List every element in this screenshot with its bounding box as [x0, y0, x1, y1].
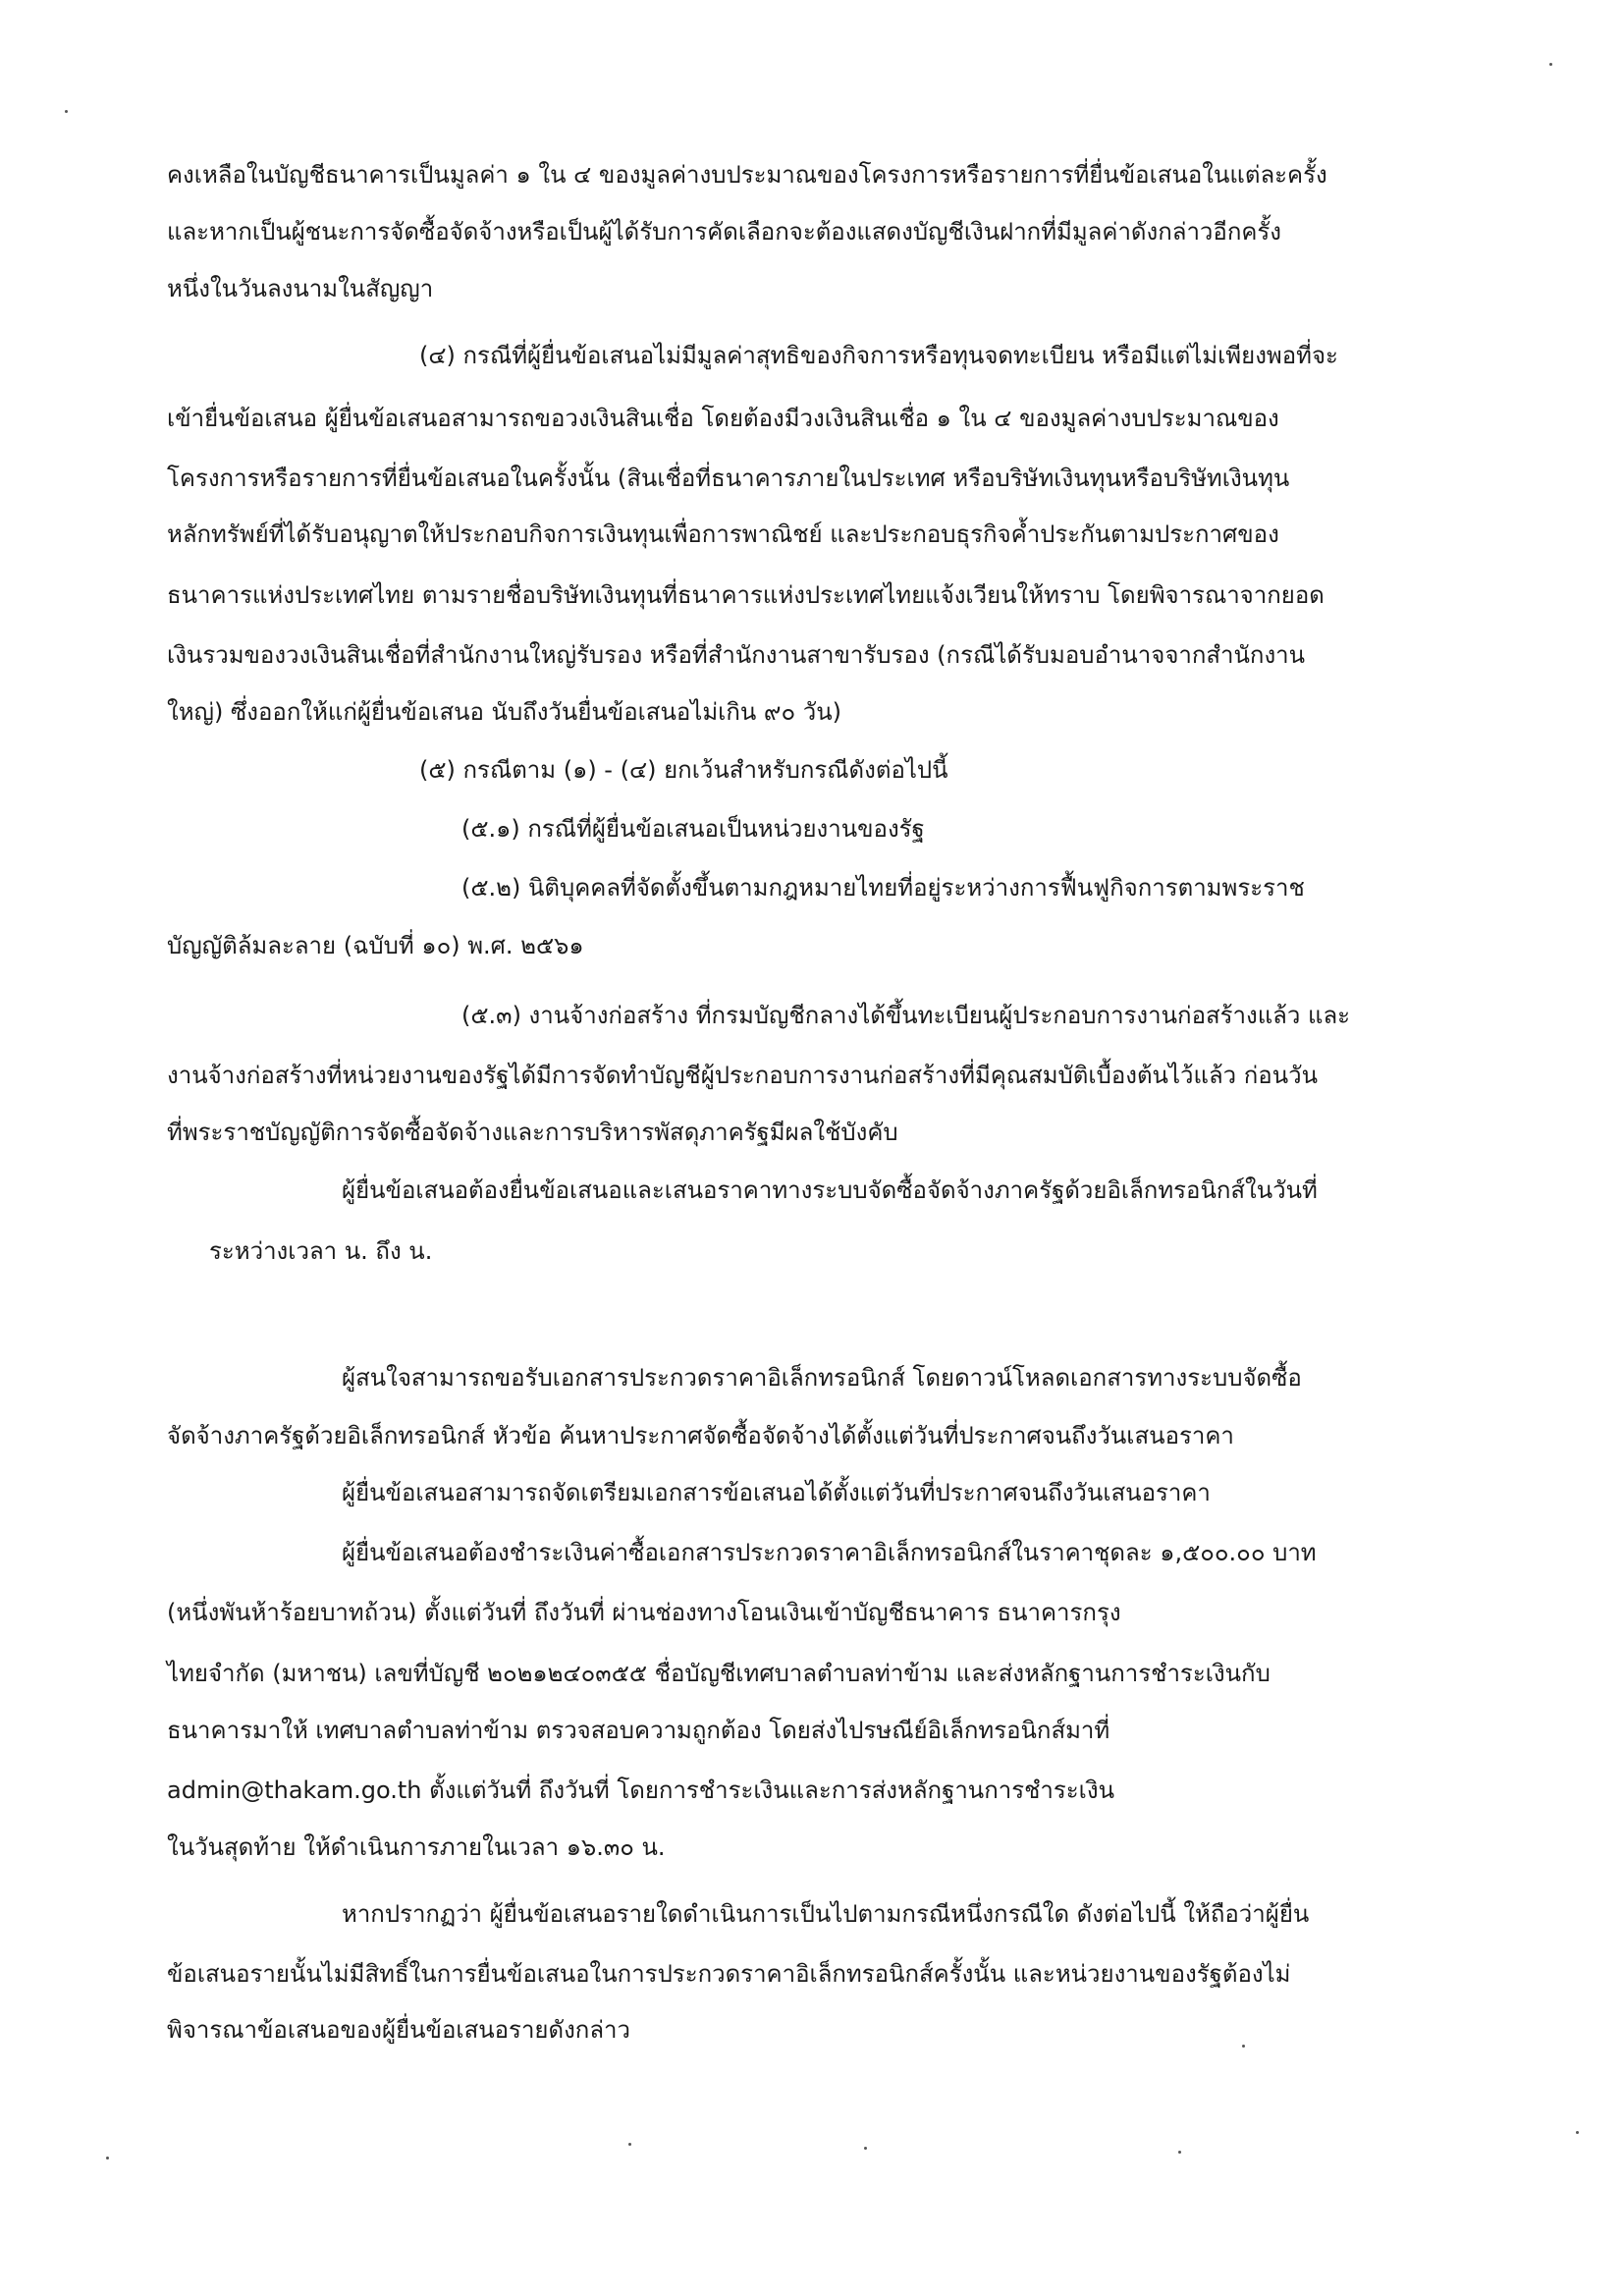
scan-speck	[1576, 2131, 1579, 2134]
text-line: ข้อเสนอรายนั้นไม่มีสิทธิ์ในการยื่นข้อเสนอในการประกวดราคาอิเล็กทรอนิกส์ครั้งนั้น และหน่วยงานของรัฐต้องไม่	[167, 1960, 1291, 1988]
text-line: พิจารณาข้อเสนอของผู้ยื่นข้อเสนอรายดังกล่าว	[167, 2016, 630, 2044]
scan-speck	[65, 110, 68, 113]
text-line: เงินรวมของวงเงินสินเชื่อที่สำนักงานใหญ่รับรอง หรือที่สำนักงานสาขารับรอง (กรณีได้รับมอบอำนาจจากสำนักงาน	[167, 641, 1306, 669]
text-line: หากปรากฏว่า ผู้ยื่นข้อเสนอรายใดดำเนินการเป็นไปตามกรณีหนึ่งกรณีใด ดังต่อไปนี้ ให้ถือว่าผู้ยื่น	[342, 1900, 1310, 1928]
text-line: ธนาคารมาให้ เทศบาลตำบลท่าข้าม ตรวจสอบความถูกต้อง โดยส่งไปรษณีย์อิเล็กทรอนิกส์มาที่	[167, 1717, 1110, 1744]
text-line: หลักทรัพย์ที่ได้รับอนุญาตให้ประกอบกิจการเงินทุนเพื่อการพาณิชย์ และประกอบธุรกิจค้ำประกันตามประกาศของ	[167, 520, 1279, 548]
text-line: admin@thakam.go.th ตั้งแต่วันที่ ถึงวันที่ โดยการชำระเงินและการส่งหลักฐานการชำระเงิน	[167, 1777, 1114, 1804]
text-line: (๕.๑) กรณีที่ผู้ยื่นข้อเสนอเป็นหน่วยงานของรัฐ	[461, 815, 925, 843]
text-line: จัดจ้างภาครัฐด้วยอิเล็กทรอนิกส์ หัวข้อ ค้นหาประกาศจัดซื้อจัดจ้างได้ตั้งแต่วันที่ประกาศจนถึงวันเสนอราคา	[167, 1422, 1234, 1449]
text-line: ผู้ยื่นข้อเสนอต้องยื่นข้อเสนอและเสนอราคาทางระบบจัดซื้อจัดจ้างภาครัฐด้วยอิเล็กทรอนิกส์ในวันที่	[342, 1176, 1318, 1204]
text-line: คงเหลือในบัญชีธนาคารเป็นมูลค่า ๑ ใน ๔ ของมูลค่างบประมาณของโครงการหรือรายการที่ยื่นข้อเสนอในแต่ละครั้ง	[167, 161, 1327, 189]
text-line: ในวันสุดท้าย ให้ดำเนินการภายในเวลา ๑๖.๓๐ น.	[167, 1833, 666, 1861]
text-line: (๕.๓) งานจ้างก่อสร้าง ที่กรมบัญชีกลางได้ขึ้นทะเบียนผู้ประกอบการงานก่อสร้างแล้ว และ	[461, 1002, 1351, 1029]
scan-speck	[1178, 2151, 1181, 2154]
text-line: บัญญัติล้มละลาย (ฉบับที่ ๑๐) พ.ศ. ๒๕๖๑	[167, 932, 584, 959]
scan-speck	[864, 2147, 867, 2150]
text-line: (๕.๒) นิติบุคคลที่จัดตั้งขึ้นตามกฎหมายไทยที่อยู่ระหว่างการฟื้นฟูกิจการตามพระราช	[461, 874, 1305, 902]
text-line: ผู้ยื่นข้อเสนอสามารถจัดเตรียมเอกสารข้อเสนอได้ตั้งแต่วันที่ประกาศจนถึงวันเสนอราคา	[342, 1479, 1211, 1506]
text-line: เข้ายื่นข้อเสนอ ผู้ยื่นข้อเสนอสามารถขอวงเงินสินเชื่อ โดยต้องมีวงเงินสินเชื่อ ๑ ใน ๔ ของมูลค่างบประมาณของ	[167, 405, 1279, 432]
text-line: ใหญ่) ซึ่งออกให้แก่ผู้ยื่นข้อเสนอ นับถึงวันยื่นข้อเสนอไม่เกิน ๙๐ วัน)	[167, 698, 842, 726]
text-line: และหากเป็นผู้ชนะการจัดซื้อจัดจ้างหรือเป็นผู้ได้รับการคัดเลือกจะต้องแสดงบัญชีเงินฝากที่มีมูลค่าดังกล่าวอีกครั้ง	[167, 218, 1282, 246]
text-line: ผู้สนใจสามารถขอรับเอกสารประกวดราคาอิเล็กทรอนิกส์ โดยดาวน์โหลดเอกสารทางระบบจัดซื้อ	[342, 1364, 1302, 1392]
text-line: ธนาคารแห่งประเทศไทย ตามรายชื่อบริษัทเงินทุนที่ธนาคารแห่งประเทศไทยแจ้งเวียนให้ทราบ โดยพิจารณาจากยอด	[167, 581, 1325, 609]
text-line: ผู้ยื่นข้อเสนอต้องชำระเงินค่าซื้อเอกสารประกวดราคาอิเล็กทรอนิกส์ในราคาชุดละ ๑,๕๐๐.๐๐ บาท	[342, 1539, 1317, 1566]
scan-speck	[628, 2143, 631, 2146]
text-line: ระหว่างเวลา น. ถึง น.	[209, 1237, 433, 1265]
text-line: (หนึ่งพันห้าร้อยบาทถ้วน) ตั้งแต่วันที่ ถึงวันที่ ผ่านช่องทางโอนเงินเข้าบัญชีธนาคาร ธนาคารกรุง	[167, 1599, 1121, 1626]
scan-speck	[106, 2157, 109, 2159]
text-line: ที่พระราชบัญญัติการจัดซื้อจัดจ้างและการบริหารพัสดุภาครัฐมีผลใช้บังคับ	[167, 1119, 898, 1146]
text-line: โครงการหรือรายการที่ยื่นข้อเสนอในครั้งนั้น (สินเชื่อที่ธนาคารภายในประเทศ หรือบริษัทเงินทุนหรือบริษัทเงินทุน	[167, 465, 1290, 492]
text-line: ไทยจำกัด (มหาชน) เลขที่บัญชี ๒๐๒๑๒๔๐๓๕๕ ชื่อบัญชีเทศบาลตำบลท่าข้าม และส่งหลักฐานการชำระเงินกับ	[167, 1660, 1271, 1687]
text-line: หนึ่งในวันลงนามในสัญญา	[167, 275, 434, 302]
text-line: (๔) กรณีที่ผู้ยื่นข้อเสนอไม่มีมูลค่าสุทธิของกิจการหรือทุนจดทะเบียน หรือมีแต่ไม่เพียงพอที่จะ	[419, 342, 1338, 369]
scan-speck	[1549, 63, 1552, 66]
text-line: งานจ้างก่อสร้างที่หน่วยงานของรัฐได้มีการจัดทำบัญชีผู้ประกอบการงานก่อสร้างที่มีคุณสมบัติเบื้องต้นไว้แล้ว ก่อนวัน	[167, 1062, 1319, 1089]
text-line: (๕) กรณีตาม (๑) - (๔) ยกเว้นสำหรับกรณีดังต่อไปนี้	[419, 756, 948, 784]
scan-speck	[1242, 2045, 1245, 2048]
